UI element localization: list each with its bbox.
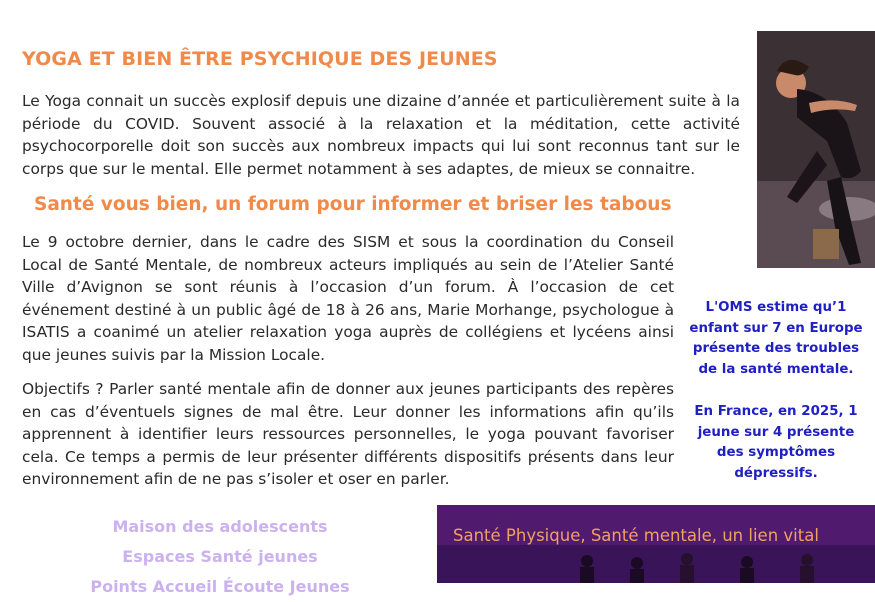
- france-stat-callout: En France, en 2025, 1 jeune sur 4 présente des symptômes dépressifs.: [694, 404, 858, 481]
- oms-stat-callout: L'OMS estime qu’1 enfant sur 7 en Europe présente des troubles de la santé mentale.: [689, 300, 863, 377]
- forum-paragraph: Le 9 octobre dernier, dans le cadre des SISM et sous la coordination du Conseil Local de Santé Mentale, de nombreux acteurs impliqués au sein de l’Atelier Santé Ville d’Avignon se sont réunis à l’occasion d’un forum. À l’occasion de cet événement destiné à un public âgé de 18 à 26 ans, Marie Morhange, psychologue à ISATIS a coanimé un atelier relaxation yoga auprès de collégiens et lycéens ainsi que jeunes suivis par la Mission Locale.: [22, 233, 674, 364]
- resource-item: Maison des adolescents: [112, 517, 328, 536]
- objectives-paragraph: Objectifs ? Parler santé mentale afin de donner aux jeunes participants des repères en cas d’éventuels signes de mal être. Leur donner les informations afin qu’ils apprennent à identifier leurs ressources personnelles, le yoga pouvant favoriser cela. Ce temps a permis de leur présenter différents dispositifs présents dans leur environnement afin de ne pas s’isoler et oser en parler.: [22, 380, 674, 488]
- yoga-photo: [757, 31, 875, 268]
- yoga-pose-illustration: [757, 31, 875, 268]
- resources-list: [40, 512, 400, 602]
- resource-item: Espaces Santé jeunes: [122, 547, 318, 566]
- intro-paragraph: Le Yoga connait un succès explosif depuis une dizaine d’année et particulièrement suite à la période du COVID. Souvent associé à la relaxation et la méditation, cette activité psychocorporelle doit son succès aux nombreux impacts qui lui sont reconnus tant sur le corps que sur le mental. Elle permet notamment à ses adaptes, de mieux se connaitre.: [22, 92, 740, 178]
- article-title: YOGA ET BIEN ÊTRE PSYCHIQUE DES JEUNES: [22, 48, 498, 70]
- forum-subtitle: Santé vous bien, un forum pour informer et briser les tabous: [34, 194, 672, 215]
- resource-item: Points Accueil Écoute Jeunes: [90, 577, 350, 596]
- photo-caption: Santé Physique, Santé mentale, un lien vital: [453, 526, 819, 545]
- forum-stage-photo: [437, 505, 875, 583]
